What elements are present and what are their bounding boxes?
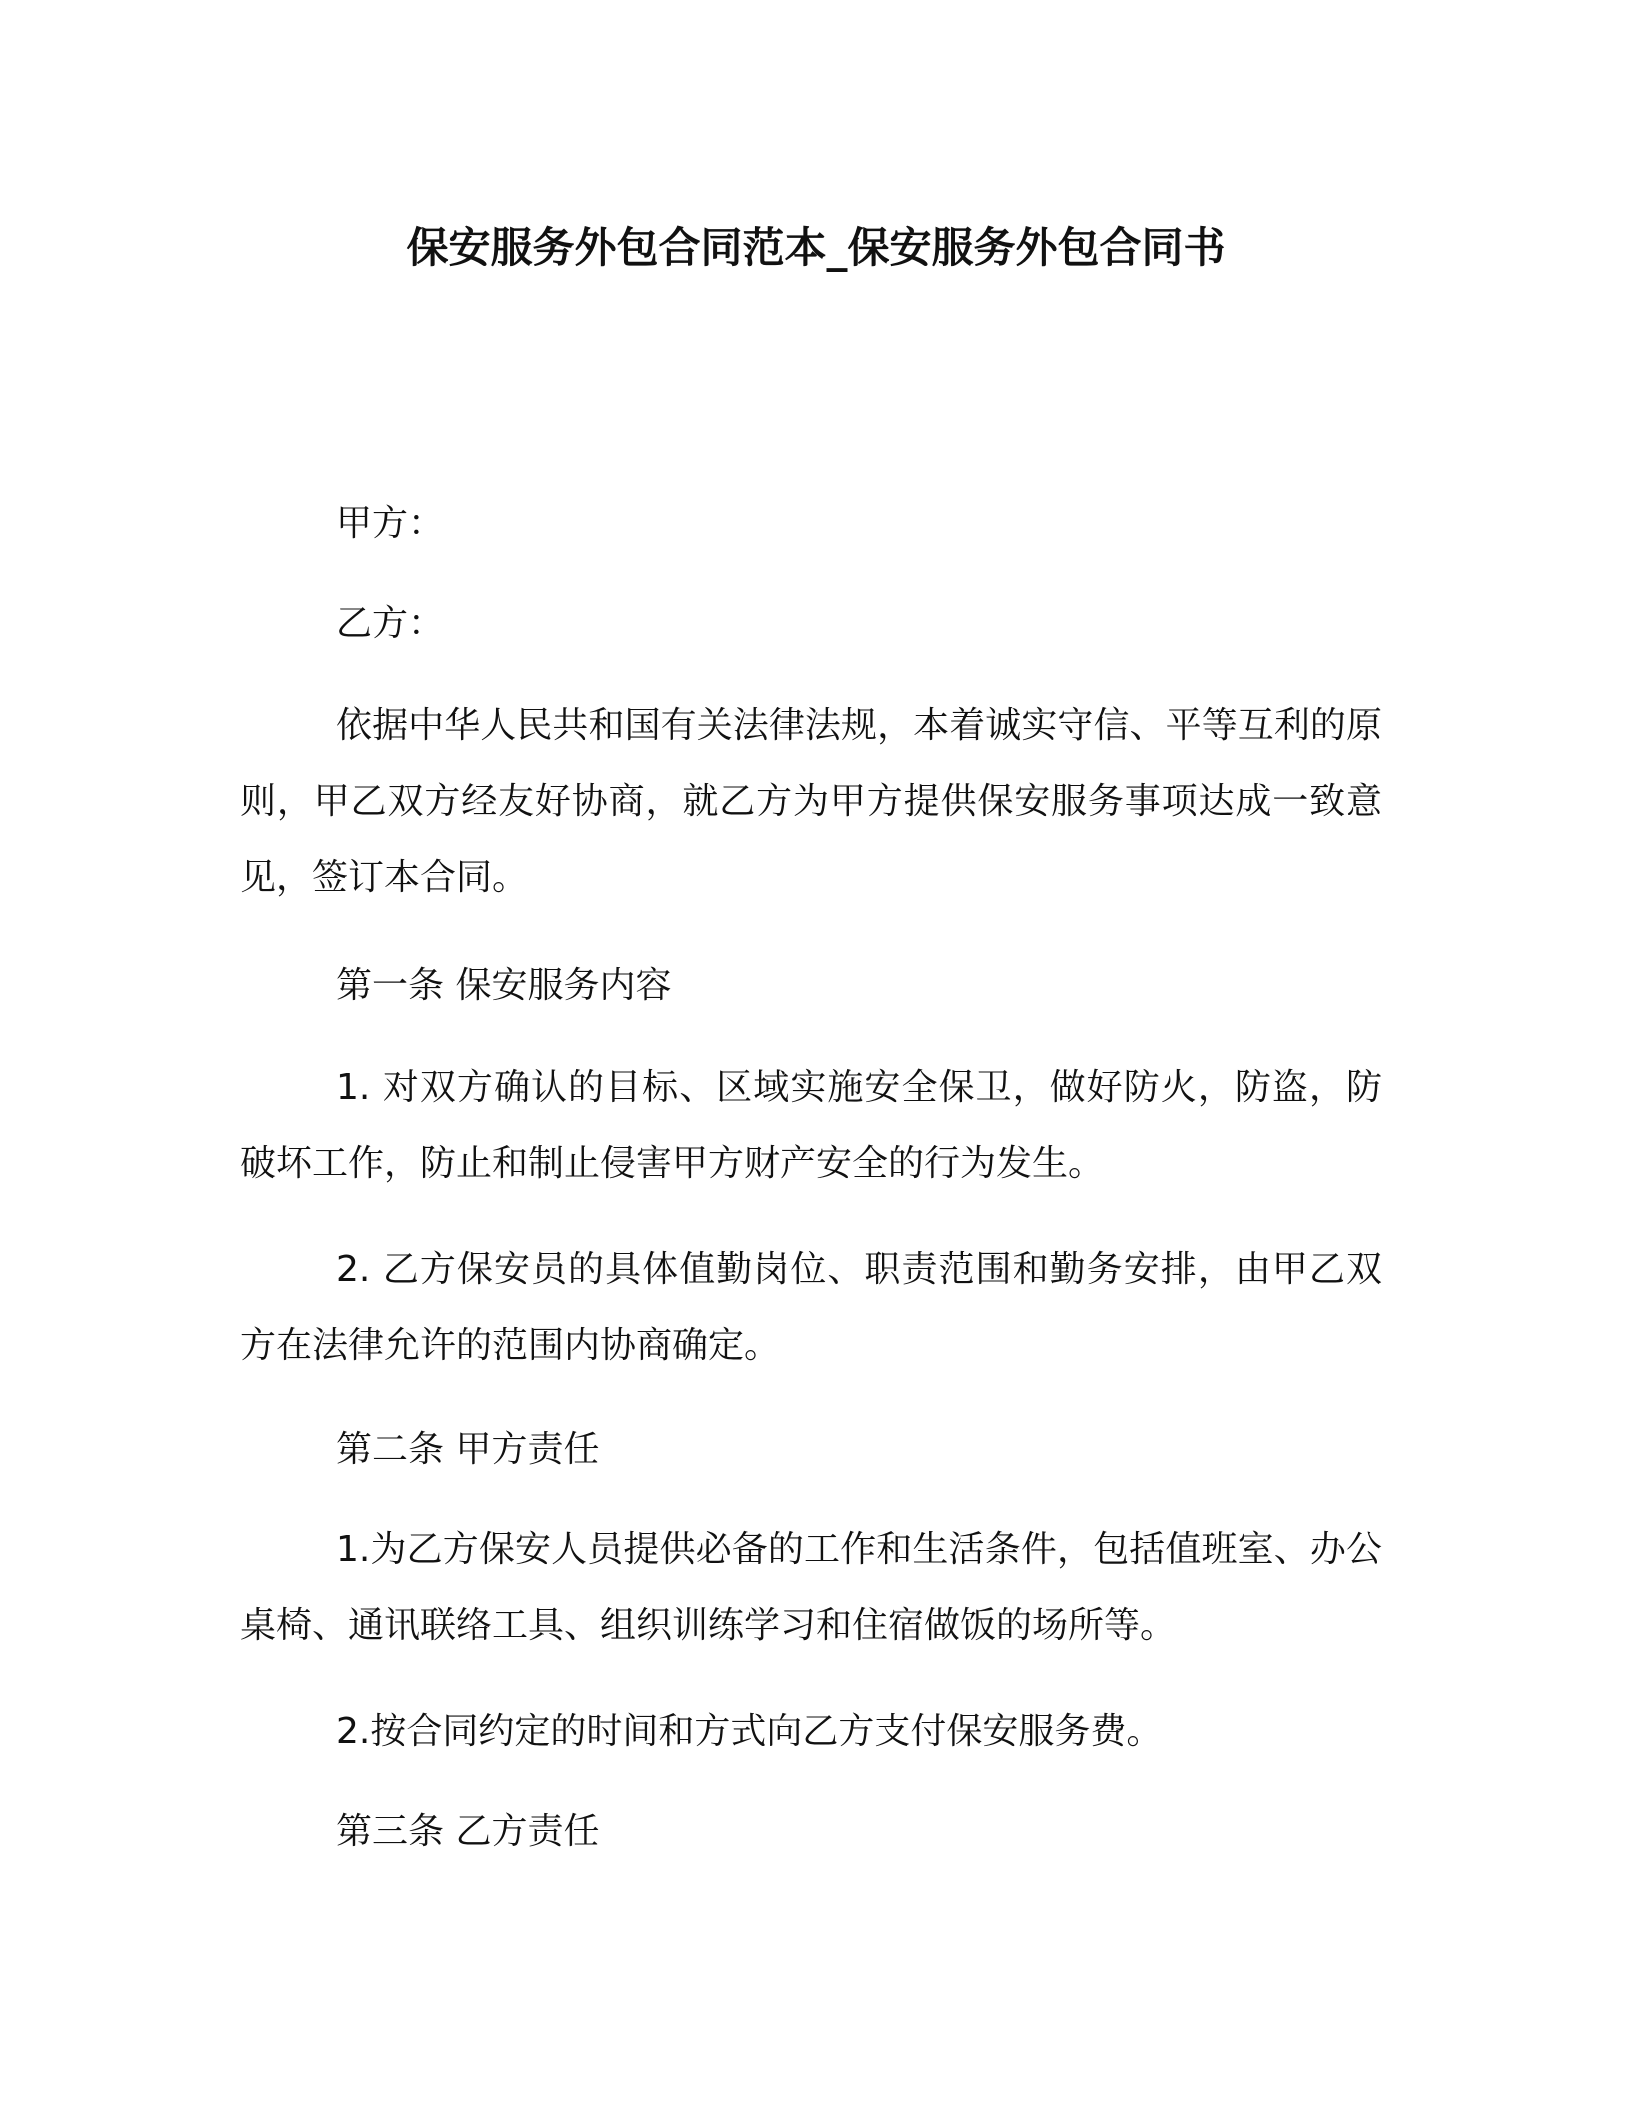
article-1-clause-1: 1. 对双方确认的目标、区域实施安全保卫，做好防火，防盗，防破坏工作，防止和制止侵害甲方财产安全的行为发生。 bbox=[240, 1067, 1382, 1184]
party-b-label: 乙方： bbox=[336, 603, 445, 644]
article-1-heading: 第一条 保安服务内容 bbox=[336, 965, 672, 1006]
document-title: 保安服务外包合同范本_保安服务外包合同书 bbox=[406, 223, 1226, 272]
article-3-heading: 第三条 乙方责任 bbox=[336, 1811, 600, 1852]
party-a-label: 甲方： bbox=[336, 503, 445, 544]
article-2-heading: 第二条 甲方责任 bbox=[336, 1429, 600, 1470]
preamble-paragraph: 依据中华人民共和国有关法律法规，本着诚实守信、平等互利的原则，甲乙双方经友好协商，就乙方为甲方提供保安服务事项达成一致意见，签订本合同。 bbox=[240, 705, 1382, 898]
article-1-clause-2: 2. 乙方保安员的具体值勤岗位、职责范围和勤务安排，由甲乙双方在法律允许的范围内协商确定。 bbox=[240, 1249, 1382, 1366]
article-2-clause-1: 1.为乙方保安人员提供必备的工作和生活条件，包括值班室、办公桌椅、通讯联络工具、组织训练学习和住宿做饭的场所等。 bbox=[240, 1529, 1382, 1646]
article-2-clause-2: 2.按合同约定的时间和方式向乙方支付保安服务费。 bbox=[336, 1711, 1163, 1752]
